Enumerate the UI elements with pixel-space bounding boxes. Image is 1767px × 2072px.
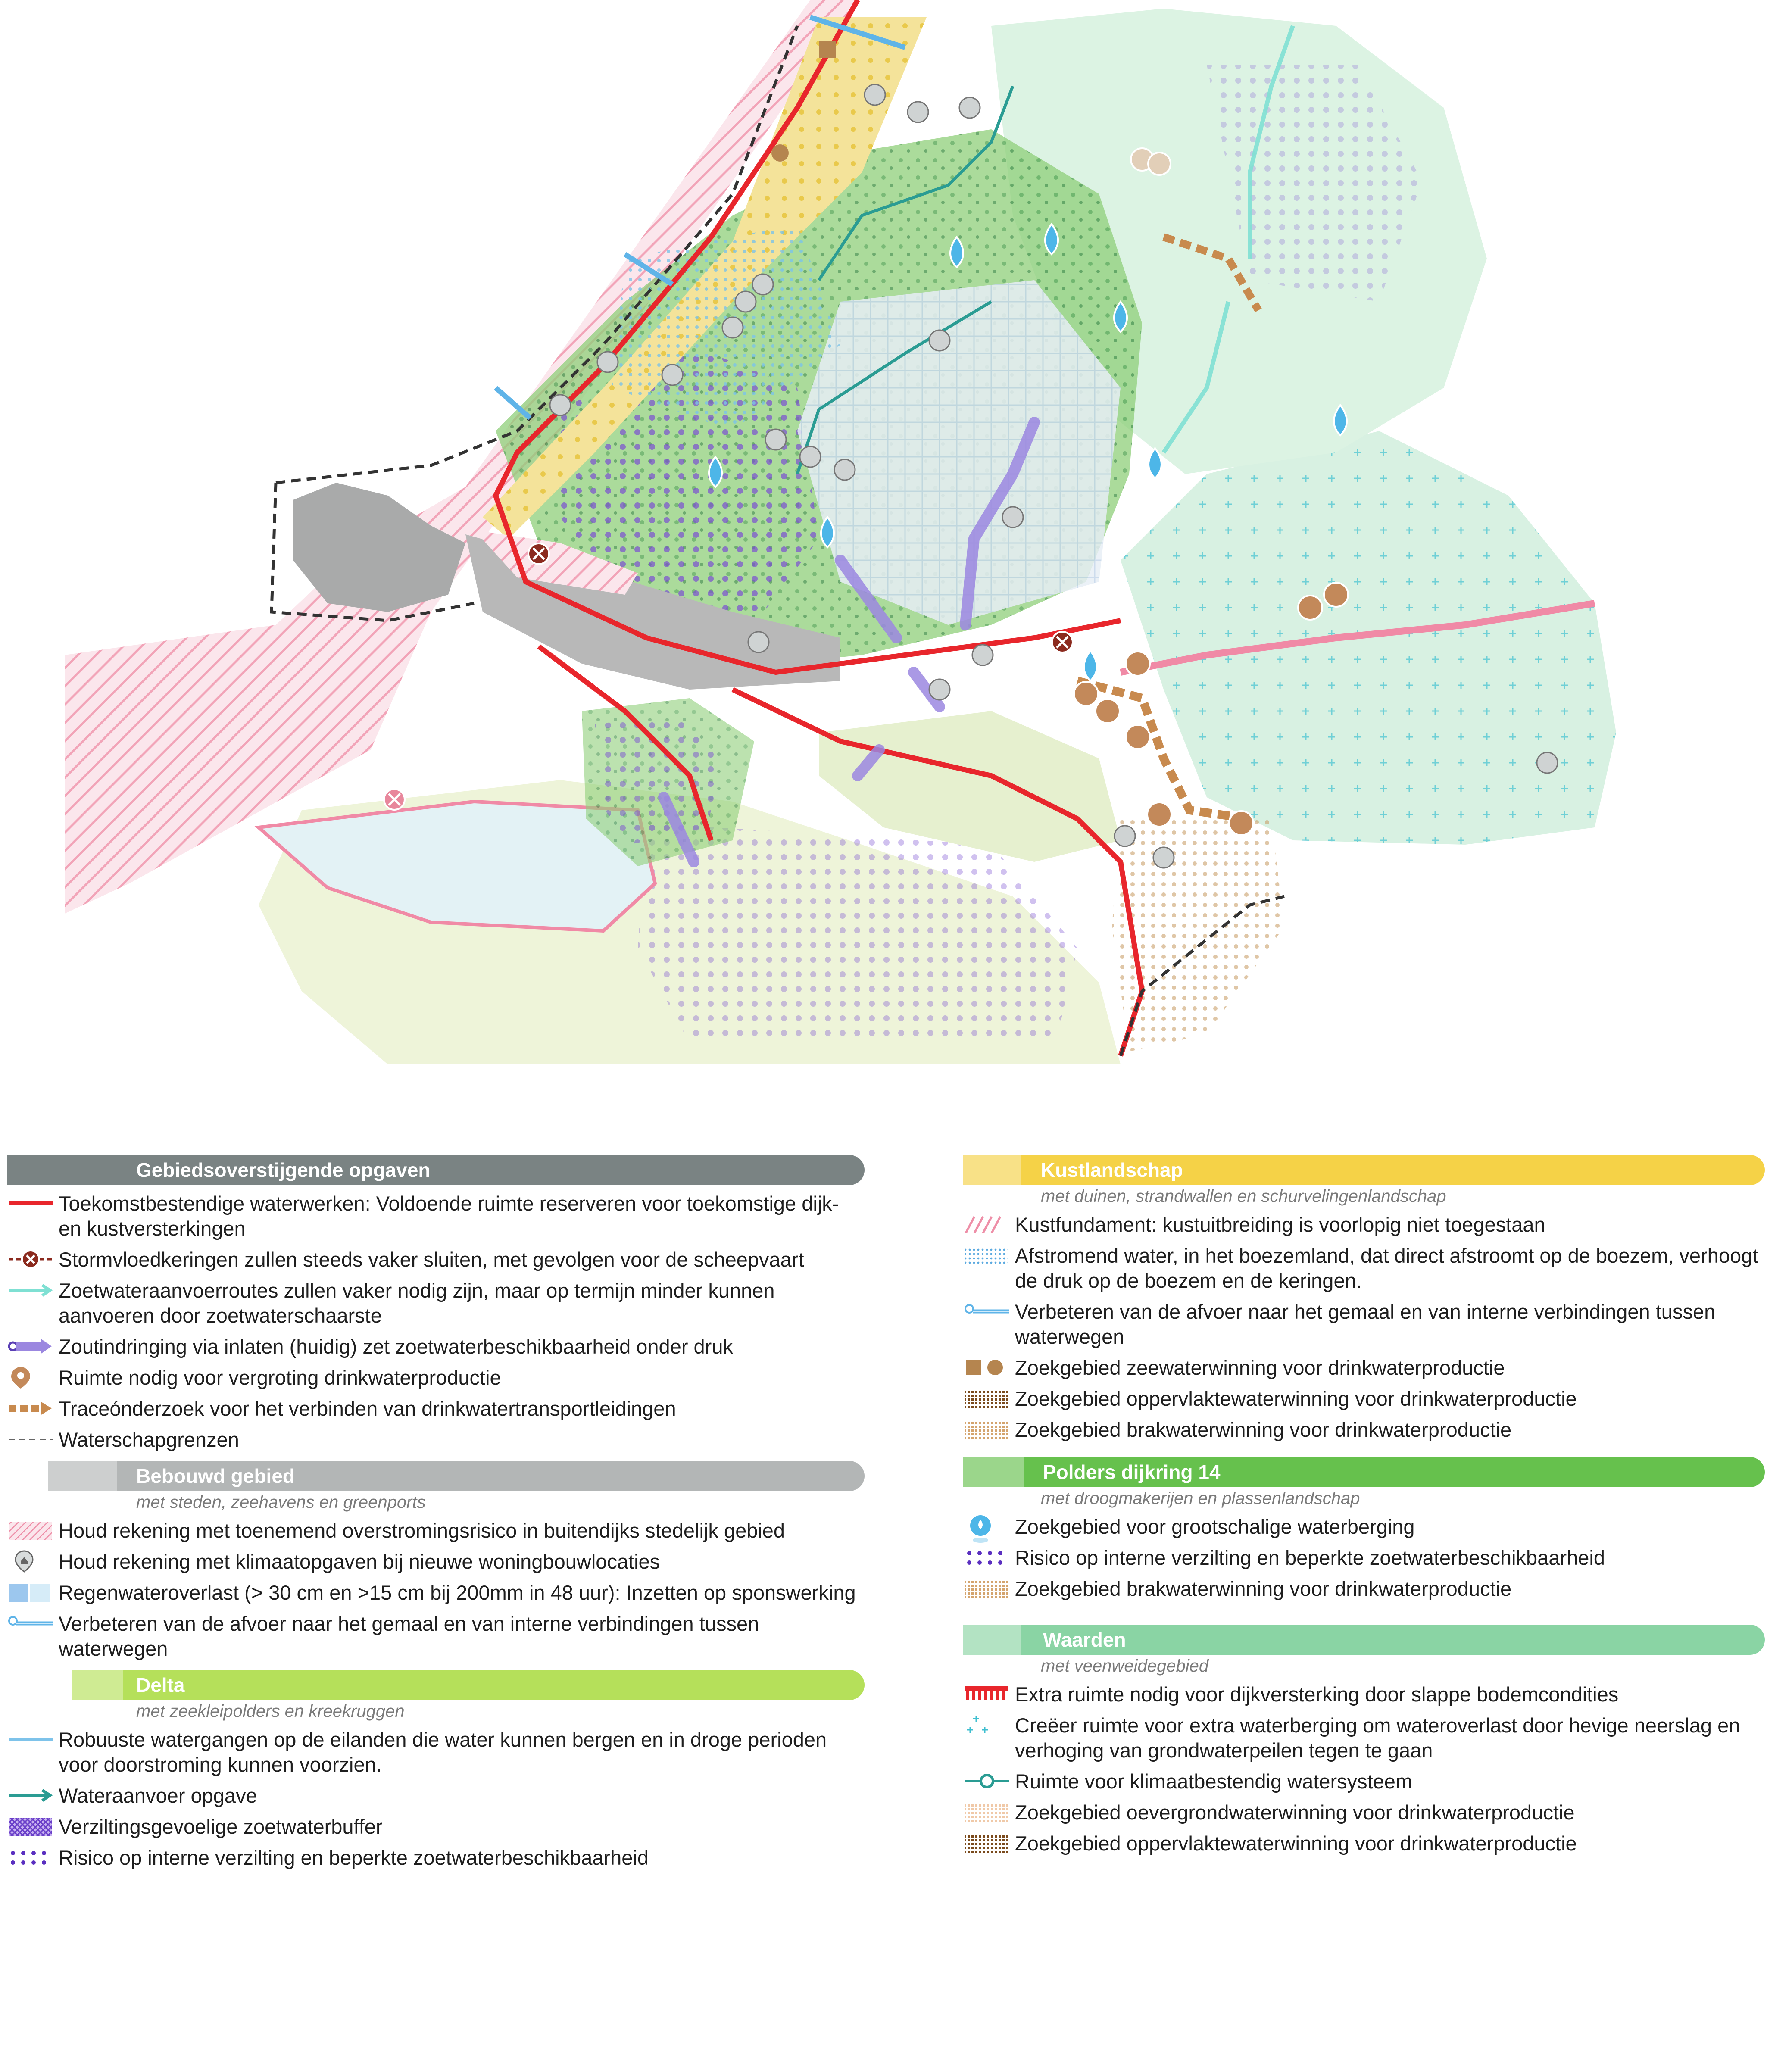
storm-barrier-icon bbox=[384, 789, 405, 810]
brown-dashed-arrow-icon bbox=[7, 1396, 54, 1420]
legend-item-text: Zoekgebied oppervlaktewaterwinning voor drinkwaterproductie bbox=[1015, 1387, 1577, 1410]
section-header-waarden bbox=[963, 1625, 1765, 1655]
legend-item-text: Houd rekening met toenemend overstromingsrisico in buitendijks stedelijk gebied bbox=[59, 1519, 785, 1542]
legend-item-text: Zoekgebied oevergrondwaterwinning voor drinkwaterproductie bbox=[1015, 1801, 1575, 1824]
freshwater-route-arrow-icon bbox=[7, 1278, 54, 1302]
house-pin-icon bbox=[7, 1549, 54, 1573]
legend-item bbox=[7, 1783, 865, 1808]
legend-item-text: Zoekgebied oppervlaktewaterwinning voor drinkwaterproductie bbox=[1015, 1832, 1577, 1855]
grey-dashed-line-icon bbox=[7, 1427, 54, 1451]
legend-item bbox=[963, 1831, 1765, 1856]
legend-item bbox=[7, 1365, 865, 1390]
legend-item bbox=[7, 1278, 865, 1328]
teal-arrow-icon bbox=[7, 1783, 54, 1807]
legend-item bbox=[7, 1427, 865, 1452]
legend-item-text: Zoekgebied brakwaterwinning voor drinkwaterproductie bbox=[1015, 1418, 1512, 1441]
cyan-plus-icon bbox=[963, 1713, 1011, 1737]
pump-line-icon bbox=[7, 1611, 54, 1635]
legend-item bbox=[963, 1713, 1765, 1763]
section-title: Waarden bbox=[1043, 1629, 1126, 1651]
legend-item bbox=[963, 1417, 1765, 1442]
purple-dots-icon bbox=[7, 1845, 54, 1869]
blue-squares-icon bbox=[7, 1580, 54, 1604]
legend-item bbox=[7, 1549, 865, 1574]
legend-item-text: Zoekgebied zeewaterwinning voor drinkwaterproductie bbox=[1015, 1356, 1505, 1379]
legend-item-text: Risico op interne verzilting en beperkte zoetwaterbeschikbaarheid bbox=[59, 1846, 649, 1869]
section-header-delta bbox=[72, 1670, 865, 1700]
section-title: Polders dijkring 14 bbox=[1043, 1461, 1221, 1483]
legend-item-text: Verbeteren van de afvoer naar het gemaal en van interne verbindingen tussen waterwegen bbox=[59, 1612, 759, 1660]
light-blue-line-icon bbox=[7, 1727, 54, 1751]
legend-item-text: Ruimte nodig voor vergroting drinkwaterproductie bbox=[59, 1366, 501, 1389]
red-line-icon bbox=[7, 1191, 54, 1215]
drinkwater-pin-icon bbox=[7, 1365, 54, 1389]
legend-item bbox=[7, 1814, 865, 1839]
legend-item-text: Waterschapgrenzen bbox=[59, 1428, 239, 1451]
legend-item bbox=[963, 1769, 1765, 1794]
peach-dots-icon bbox=[963, 1800, 1011, 1824]
legend-item-text: Wateraanvoer opgave bbox=[59, 1784, 257, 1807]
legend-item-text: Risico op interne verzilting en beperkte zoetwaterbeschikbaarheid bbox=[1015, 1546, 1605, 1569]
legend-item-text: Verziltingsgevoelige zoetwaterbuffer bbox=[59, 1815, 383, 1838]
section-title: Kustlandschap bbox=[1041, 1159, 1183, 1181]
salt-intrusion-arrow-icon bbox=[7, 1334, 54, 1358]
legend-item-text: Ruimte voor klimaatbestendig watersysteem bbox=[1015, 1770, 1413, 1793]
legend-item bbox=[963, 1212, 1765, 1237]
section-title: Bebouwd gebied bbox=[136, 1465, 295, 1487]
dark-brown-dots-icon bbox=[963, 1386, 1011, 1410]
legend-item-text: Afstromend water, in het boezemland, dat direct afstroomt op de boezem, verhoogt de druk op de boezem en de keringen. bbox=[1015, 1244, 1758, 1292]
storm-barrier-icon bbox=[528, 543, 549, 564]
legend-item-text: Toekomstbestendige waterwerken: Voldoende ruimte reserveren voor toekomstige dijk- en kustversterkingen bbox=[59, 1192, 839, 1240]
legend-item-text: Zoutindringing via inlaten (huidig) zet zoetwaterbeschikbaarheid onder druk bbox=[59, 1335, 733, 1358]
legend-item bbox=[7, 1396, 865, 1421]
legend-left bbox=[7, 1155, 865, 1876]
section-header-gebiedsoverstijgend bbox=[7, 1155, 865, 1185]
section-subtitle: met zeekleipolders en kreekruggen bbox=[136, 1702, 405, 1721]
blue-dot-grid-icon bbox=[963, 1243, 1011, 1267]
legend-item bbox=[963, 1386, 1765, 1411]
tan-dots-icon bbox=[963, 1576, 1011, 1601]
legend-item bbox=[963, 1682, 1765, 1707]
section-subtitle: met steden, zeehavens en greenports bbox=[136, 1493, 426, 1512]
red-comb-line-icon bbox=[963, 1682, 1011, 1706]
section-header-polders bbox=[963, 1457, 1765, 1487]
legend-item bbox=[7, 1518, 865, 1543]
legend-item bbox=[963, 1514, 1765, 1539]
legend-item-text: Robuuste watergangen op de eilanden die water kunnen bergen en in droge perioden voor doorstroming kunnen voorzien. bbox=[59, 1728, 827, 1776]
purple-crosshatch-icon bbox=[7, 1814, 54, 1838]
legend-item bbox=[7, 1611, 865, 1661]
brown-square-circle-icon bbox=[963, 1355, 1011, 1379]
legend-item-text: Houd rekening met klimaatopgaven bij nieuwe woningbouwlocaties bbox=[59, 1550, 660, 1573]
section-subtitle: met duinen, strandwallen en schurvelingenlandschap bbox=[1041, 1187, 1446, 1206]
legend-item-text: Extra ruimte nodig voor dijkversterking door slappe bodemcondities bbox=[1015, 1683, 1619, 1706]
section-header-bebouwd bbox=[48, 1461, 865, 1491]
legend-item-text: Kustfundament: kustuitbreiding is voorlopig niet toegestaan bbox=[1015, 1213, 1545, 1236]
legend-item-text: Traceónderzoek voor het verbinden van drinkwatertransportleidingen bbox=[59, 1397, 676, 1420]
section-title: Gebiedsoverstijgende opgaven bbox=[136, 1159, 431, 1181]
tan-dots-icon bbox=[963, 1417, 1011, 1442]
pink-diagonal-hatch-icon bbox=[963, 1212, 1011, 1236]
legend-item bbox=[7, 1247, 865, 1272]
dark-brown-dots-icon bbox=[963, 1831, 1011, 1855]
legend-item bbox=[963, 1800, 1765, 1825]
legend-item-text: Verbeteren van de afvoer naar het gemaal en van interne verbindingen tussen waterwegen bbox=[1015, 1300, 1716, 1348]
legend-item bbox=[963, 1299, 1765, 1349]
legend-item-text: Stormvloedkeringen zullen steeds vaker sluiten, met gevolgen voor de scheepvaart bbox=[59, 1248, 804, 1271]
legend-item bbox=[963, 1576, 1765, 1601]
storm-barrier-icon bbox=[7, 1247, 54, 1271]
legend-item bbox=[7, 1845, 865, 1870]
legend-item-text: Zoekgebied brakwaterwinning voor drinkwaterproductie bbox=[1015, 1577, 1512, 1600]
legend-item bbox=[963, 1355, 1765, 1380]
legend-item bbox=[7, 1191, 865, 1241]
section-subtitle: met droogmakerijen en plassenlandschap bbox=[1041, 1489, 1360, 1508]
legend-item bbox=[963, 1545, 1765, 1570]
section-subtitle: met veenweidegebied bbox=[1041, 1657, 1209, 1676]
water-drop-pin-icon bbox=[963, 1514, 1011, 1545]
legend-item bbox=[963, 1243, 1765, 1293]
legend-item-text: Creëer ruimte voor extra waterberging om wateroverlast door hevige neerslag en verhoging van grondwaterpeilen tegen te gaan bbox=[1015, 1714, 1740, 1762]
pump-line-icon bbox=[963, 1299, 1011, 1323]
section-header-kust bbox=[963, 1155, 1765, 1185]
pink-hatch-icon bbox=[7, 1518, 54, 1542]
section-title: Delta bbox=[136, 1674, 185, 1696]
teal-circle-line-icon bbox=[963, 1769, 1011, 1793]
legend-item-text: Zoekgebied voor grootschalige waterberging bbox=[1015, 1515, 1415, 1538]
legend-item-text: Zoetwateraanvoerroutes zullen vaker nodig zijn, maar op termijn minder kunnen aanvoeren door zoetwaterschaarste bbox=[59, 1279, 775, 1327]
legend-item bbox=[7, 1334, 865, 1359]
legend-item bbox=[7, 1580, 865, 1605]
purple-dots-icon bbox=[963, 1545, 1011, 1570]
legend-item-text: Regenwateroverlast (> 30 cm en >15 cm bij 200mm in 48 uur): Inzetten op sponswerking bbox=[59, 1581, 856, 1604]
legend-right bbox=[963, 1155, 1765, 1862]
legend-item bbox=[7, 1727, 865, 1777]
storm-barrier-icon bbox=[1052, 632, 1073, 652]
